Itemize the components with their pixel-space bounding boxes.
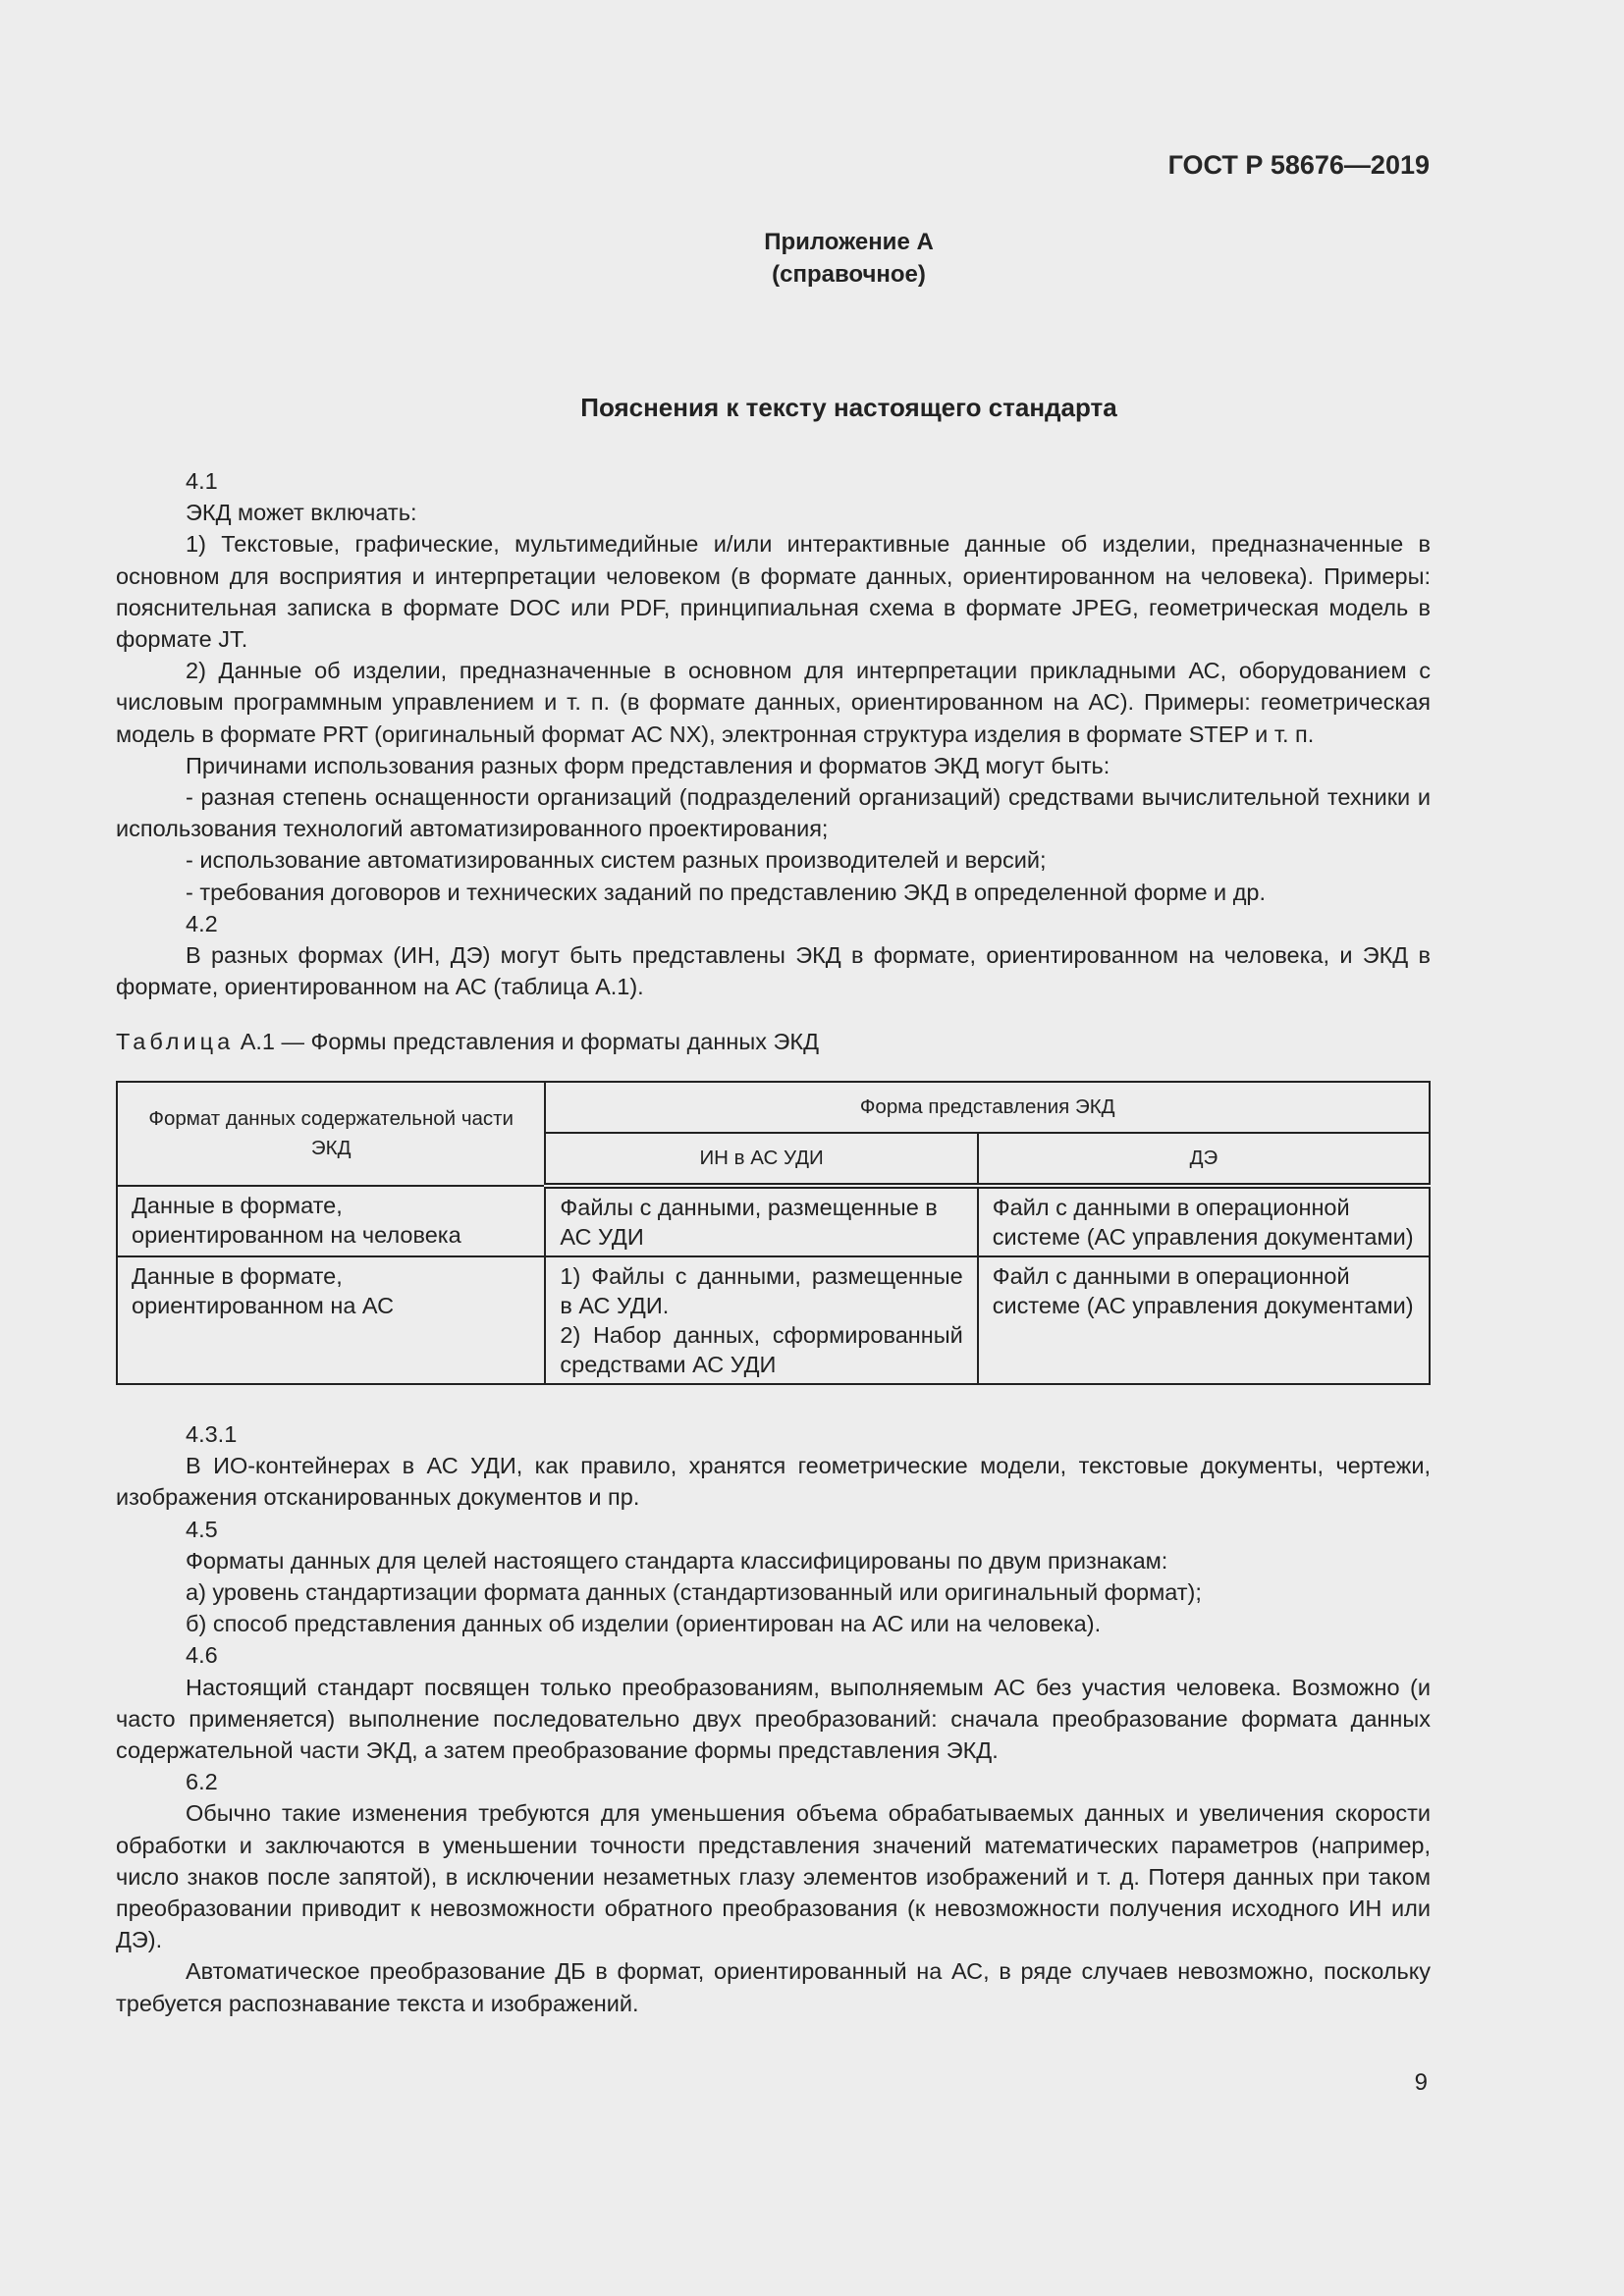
clause-number: 6.2 [186, 1769, 218, 1795]
table-cell: Данные в формате, ориентированном на человека [117, 1186, 545, 1256]
page-number: 9 [1414, 2069, 1428, 2096]
paragraph: Обычно такие изменения требуются для уменьшения объема обрабатываемых данных и увеличения скорости обработки и заключаются в уменьшении точности представления значений математических параметров (например, число знаков после запятой), в исключении незаметных глазу элементов изображений и т. д. Потеря данных при таком преобразовании приводит к невозможности обратного преобразования (к невозможности получения исходного ИН или ДЭ). [116, 1800, 1431, 1953]
table-cell: Файлы с данными, размещенные в АС УДИ [545, 1186, 977, 1256]
clause-number: 4.1 [186, 468, 218, 494]
paragraph: Причинами использования разных форм представления и форматов ЭКД могут быть: [186, 752, 1110, 778]
list-item: - использование автоматизированных систем разных производителей и версий; [186, 847, 1047, 874]
list-item: - разная степень оснащенности организаций (подразделений организаций) средствами вычислительной техники и использования технологий автоматизированного проектирования; [116, 784, 1431, 842]
paragraph: Форматы данных для целей настоящего стандарта классифицированы по двум признакам: [186, 1547, 1168, 1574]
paragraph: ЭКД может включать: [186, 500, 417, 526]
table-row [117, 1256, 1430, 1384]
list-item: - требования договоров и технических заданий по представлению ЭКД в определенной форме и др. [186, 879, 1267, 905]
table-row [117, 1186, 1430, 1256]
paragraph: Настоящий стандарт посвящен только преобразованиям, выполняемым АС без участия человека. Возможно (и часто применяется) выполнение последовательно двух преобразований: сначала преобразование формата данных содержательной части ЭКД, а затем преобразование формы представления ЭКД. [116, 1674, 1431, 1764]
table-caption [116, 1029, 819, 1055]
appendix-title: Приложение А [764, 229, 934, 255]
standard-number: ГОСТ Р 58676—2019 [1167, 150, 1430, 180]
table-cell: Файл с данными в операционной системе (АС управления документами) [978, 1256, 1430, 1384]
table-header-row [117, 1082, 1430, 1133]
clause-number: 4.2 [186, 910, 218, 936]
paragraph: Автоматическое преобразование ДБ в формат, ориентированный на АС, в ряде случаев невозможно, поскольку требуется распознавание текста и изображений. [116, 1958, 1431, 2016]
table-cell-line: 2) Набор данных, сформированный средствами АС УДИ [560, 1322, 963, 1377]
header-representation-form: Форма представления ЭКД [545, 1082, 1430, 1133]
clause-number: 4.3.1 [186, 1421, 238, 1447]
text-block-1 [116, 465, 1431, 1002]
clause-number: 4.6 [186, 1642, 218, 1669]
header-data-format: Формат данных содержательной части ЭКД [117, 1082, 545, 1186]
appendix-heading [0, 226, 1624, 291]
table-cell-line: 1) Файлы с данными, размещенные в АС УДИ. [560, 1263, 963, 1318]
appendix-subtitle: (справочное) [772, 261, 926, 288]
paragraph: В ИО-контейнерах в АС УДИ, как правило, хранятся геометрические модели, текстовые документы, чертежи, изображения отсканированных документов и пр. [116, 1453, 1431, 1511]
table-caption-prefix: Таблица [116, 1029, 235, 1054]
list-item: 1) Текстовые, графические, мультимедийные и/или интерактивные данные об изделии, предназначенные в основном для восприятия и интерпретации человеком (в формате данных, ориентированном на человека). Примеры: пояснительная записка в формате DOC или PDF, принципиальная схема в формате JPEG, геометрическая модель в формате JT. [116, 531, 1431, 653]
clause-number: 4.5 [186, 1516, 218, 1542]
list-item: 2) Данные об изделии, предназначенные в основном для интерпретации прикладными АС, оборудованием с числовым программным управлением и т. п. (в формате данных, ориентированном на АС). Примеры: геометрическая модель в формате PRT (оригинальный формат АС NX), электронная структура изделия в формате STEP и т. п. [116, 658, 1431, 747]
list-item: а) уровень стандартизации формата данных (стандартизованный или оригинальный формат); [186, 1579, 1202, 1606]
text-block-2 [116, 1418, 1431, 2019]
section-title-text: Пояснения к тексту настоящего стандарта [580, 393, 1117, 422]
table-cell: Файл с данными в операционной системе (АС управления документами) [978, 1186, 1430, 1256]
header-in-as-udi: ИН в АС УДИ [545, 1133, 977, 1186]
header-de: ДЭ [978, 1133, 1430, 1186]
table-cell [545, 1256, 977, 1384]
table-caption-text: А.1 — Формы представления и форматы данных ЭКД [240, 1029, 819, 1054]
list-item: б) способ представления данных об изделии (ориентирован на АС или на человека). [186, 1611, 1102, 1637]
section-title [0, 393, 1624, 423]
table-cell: Данные в формате, ориентированном на АС [117, 1256, 545, 1384]
paragraph: В разных формах (ИН, ДЭ) могут быть представлены ЭКД в формате, ориентированном на человека, и ЭКД в формате, ориентированном на АС (таблица А.1). [116, 942, 1431, 1000]
data-forms-table [116, 1081, 1431, 1385]
